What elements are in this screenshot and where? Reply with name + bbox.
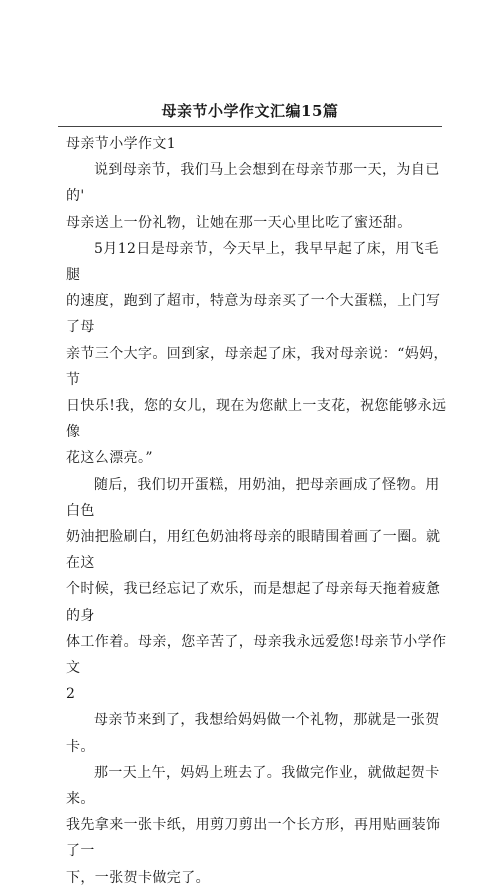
paragraph-line: 那一天上午，妈妈上班去了。我做完作业，就做起贺卡来。 [66, 764, 440, 808]
paragraph-line: 随后，我们切开蛋糕，用奶油，把母亲画成了怪物。用白色 [66, 476, 440, 519]
paragraph-line: 下，一张贺卡做完了。 [66, 869, 210, 886]
paragraph-line: 日快乐!我，您的女儿，现在为您献上一支花，祝您能够永远像 [66, 398, 447, 441]
essay-heading: 母亲节小学作文1 [66, 136, 177, 152]
paragraph-line: 个时候，我已经忘记了欢乐，而是想起了母亲每天拖着疲惫的身 [66, 581, 441, 624]
paragraph-line: 说到母亲节，我们马上会想到在母亲节那一天，为自已的' [66, 162, 440, 205]
paragraph-line: 我先拿来一张卡纸，用剪刀剪出一个长方形，再用贴画装饰了一 [66, 817, 441, 860]
paragraph-line: 5月12日是母亲节，今天早上，我早早起了床，用飞毛腿 [66, 240, 439, 284]
paragraph-line: 体工作着。母亲，您辛苦了，母亲我永远爱您!母亲节小学作文 [66, 633, 447, 677]
document-body [66, 131, 452, 891]
paragraph-line: 母亲节来到了，我想给妈妈做一个礼物，那就是一张贺卡。 [66, 712, 440, 755]
paragraph-line: 花这么漂亮。” [66, 450, 153, 467]
paragraph-line: 亲节三个大字。回到家，母亲起了床，我对母亲说：“妈妈，节 [66, 345, 448, 388]
paragraph-line: 母亲送上一份礼物，让她在那一天心里比吃了蜜还甜。 [66, 214, 412, 231]
document-title: 母亲节小学作文汇编15篇 [161, 102, 339, 120]
title-divider [58, 126, 442, 127]
paragraph-line: 奶油把脸刷白，用红色奶油将母亲的眼睛围着画了一圈。就在这 [66, 529, 441, 572]
paragraph-line: 的速度，跑到了超市，特意为母亲买了一个大蛋糕，上门写了母 [66, 293, 441, 336]
essay-heading-number: 2 [66, 686, 76, 703]
